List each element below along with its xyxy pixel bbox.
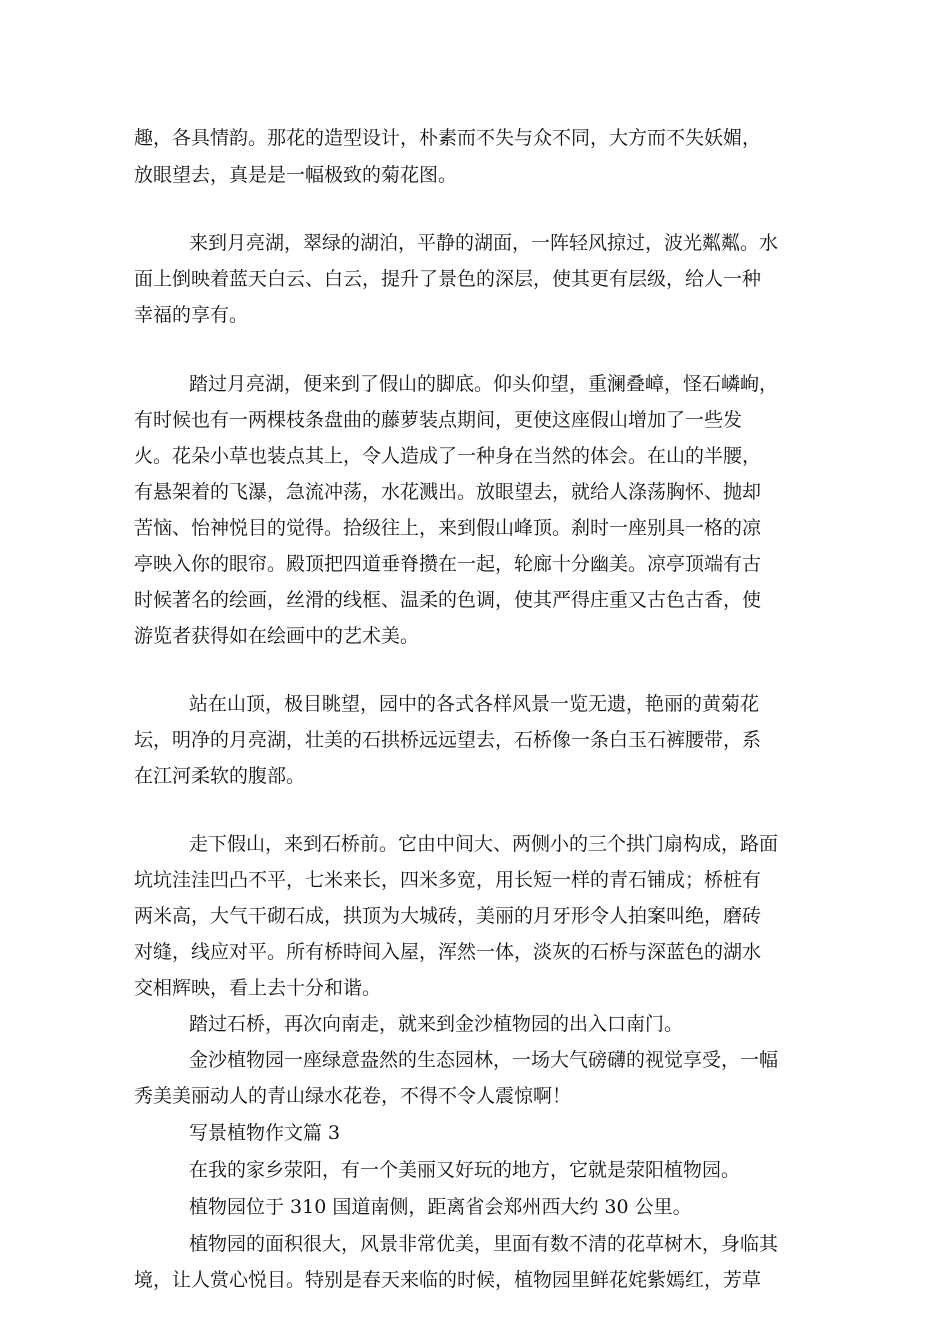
text-line: 境，让人赏心悦目。特别是春天来临的时候，植物园里鲜花姹紫嫣红，芳草 [134,1269,762,1291]
text-line: 站在山顶，极目眺望，园中的各式各样风景一览无遗，艳丽的黄菊花 [189,693,760,715]
text-line: 面上倒映着蓝天白云、白云，提升了景色的深层，使其更有层级，给人一种 [134,268,762,290]
text-line: 秀美美丽动人的青山绿水花卷，不得不令人震惊啊！ [134,1085,572,1107]
text-line: 放眼望去，真是是一幅极致的菊花图。 [134,164,458,186]
text-line: 踏过石桥，再次向南走，就来到金沙植物园的出入口南门。 [189,1013,684,1035]
text-line: 有悬架着的飞瀑，急流冲荡，水花溅出。放眼望去，就给人涤荡胸怀、抛却 [134,481,762,503]
text-line: 趣，各具情韵。那花的造型设计，朴素而不失与众不同，大方而不失妖媚， [134,127,762,149]
text-line: 对缝，线应对平。所有桥時间入屋，浑然一体，淡灰的石桥与深蓝色的湖水 [134,941,762,963]
text-line: 植物园的面积很大，风景非常优美，里面有数不清的花草树木，身临其 [189,1233,779,1255]
text-line: 两米高，大气干砌石成，拱顶为大城砖，美丽的月牙形令人拍案叫绝，磨砖 [134,905,762,927]
text-line: 游览者获得如在绘画中的艺术美。 [134,625,420,647]
text-line: 时候著名的绘画，丝滑的线框、温柔的色调，使其严得庄重又古色古香，使 [134,589,762,611]
text-line: 坛，明净的月亮湖，壮美的石拱桥远远望去，石桥像一条白玉石裤腰带，系 [134,729,762,751]
text-line: 交相辉映，看上去十分和谐。 [134,977,382,999]
text-line: 火。花朵小草也装点其上，令人造成了一种身在当然的体会。在山的半腰， [134,445,762,467]
text-line: 踏过月亮湖，便来到了假山的脚底。仰头仰望，重澜叠嶂，怪石嶙峋， [189,373,779,395]
text-line: 坑坑洼洼凹凸不平，七米来长，四米多宽，用长短一样的青石铺成；桥桩有 [134,869,762,891]
text-line: 金沙植物园一座绿意盎然的生态园林，一场大气磅礴的视觉享受，一幅 [189,1049,779,1071]
section-heading: 写景植物作文篇 3 [189,1122,341,1144]
text-line: 幸福的享有。 [134,304,249,326]
text-line: 有时候也有一两棵枝条盘曲的藤萝装点期间，更使这座假山增加了一些发 [134,409,743,431]
text-line: 苦恼、怡神悦目的觉得。拾级往上，来到假山峰顶。刹时一座别具一格的凉 [134,517,762,539]
text-line: 亭映入你的眼帘。殿顶把四道垂脊攒在一起，轮廊十分幽美。凉亭顶端有古 [134,553,762,575]
text-line: 在江河柔软的腹部。 [134,765,306,787]
text-line: 在我的家乡荥阳，有一个美丽又好玩的地方，它就是荥阳植物园。 [189,1159,741,1181]
text-line: 走下假山，来到石桥前。它由中间大、两侧小的三个拱门扇构成，路面 [189,833,779,855]
text-line: 植物园位于 310 国道南侧，距离省会郑州西大约 30 公里。 [189,1196,692,1218]
text-line: 来到月亮湖，翠绿的湖泊，平静的湖面，一阵轻风掠过，波光粼粼。水 [189,232,779,254]
